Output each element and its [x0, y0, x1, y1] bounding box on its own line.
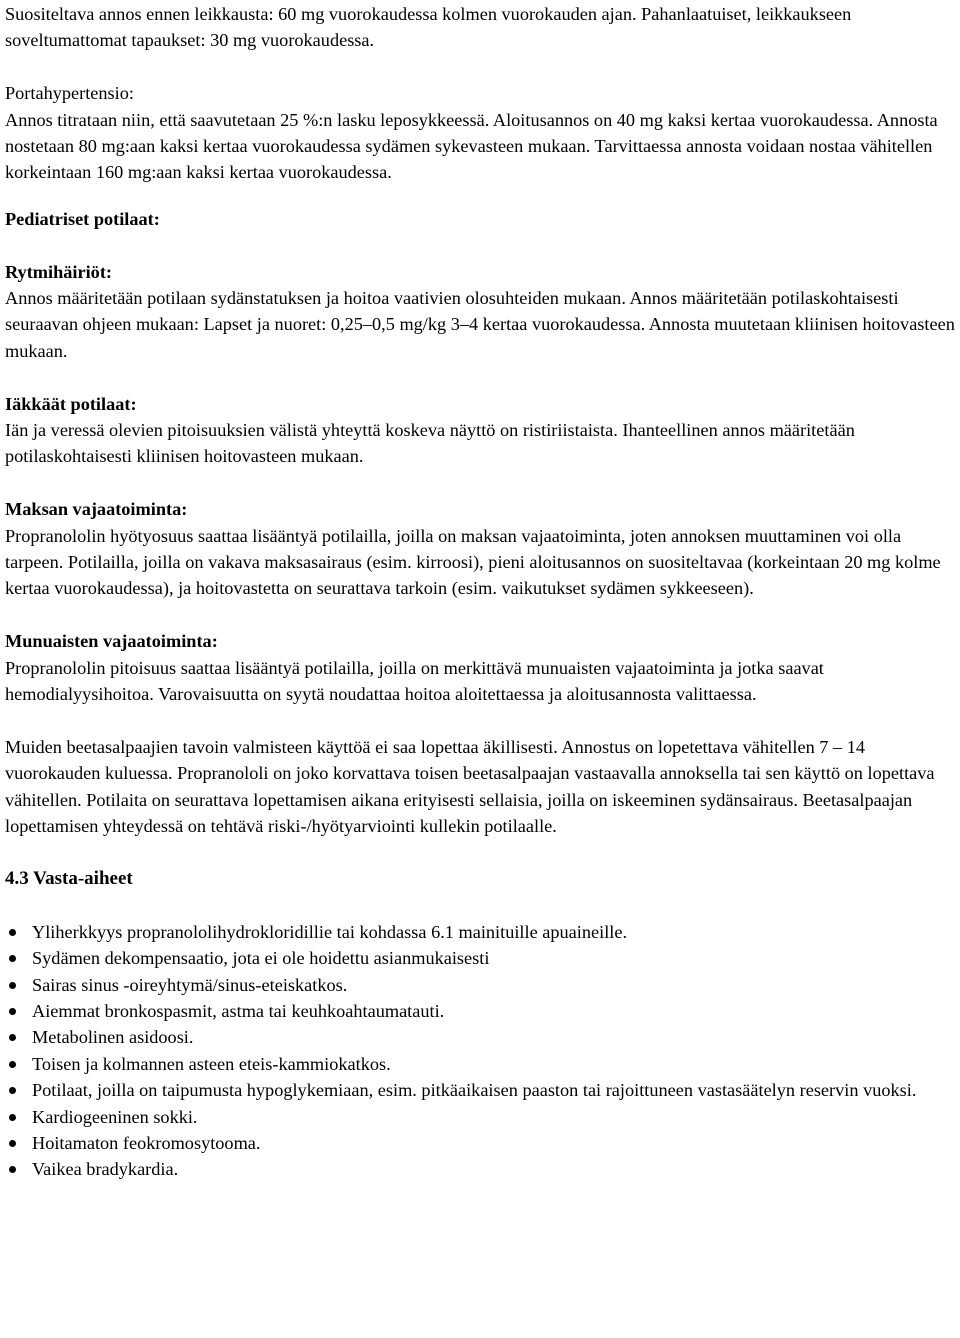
list-item	[5, 945, 955, 971]
list-item	[5, 1156, 955, 1182]
list-item	[5, 1130, 955, 1156]
bullet-icon	[9, 1034, 16, 1041]
list-item-text: Potilaat, joilla on taipumusta hypoglykemiaan, esim. pitkäaikaisen paaston tai rajoittuneen vastasäätelyn reservin vuoksi.	[32, 1080, 917, 1101]
arrhythmia-paragraph: Annos määritetään potilaan sydänstatuksen ja hoitoa vaativien olosuhteiden mukaan. Annos määritetään potilaskohtaisesti seuraavan ohjeen mukaan: Lapset ja nuoret: 0,25–0,5 mg/kg 3–4 kertaa vuorokaudessa. Annosta muutetaan kliinisen hoitovasteen mukaan.	[5, 288, 955, 361]
surgery-dosage-paragraph: Suositeltava annos ennen leikkausta: 60 mg vuorokaudessa kolmen vuorokauden ajan. Pahanlaatuiset, leikkaukseen soveltumattomat tapaukset: 30 mg vuorokaudessa.	[5, 4, 852, 51]
list-item-text: Sairas sinus -oireyhtymä/sinus-eteiskatkos.	[32, 974, 348, 995]
bullet-icon	[9, 1008, 16, 1015]
hepatic-impairment-heading: Maksan vajaatoiminta:	[5, 499, 188, 520]
list-item	[5, 1024, 955, 1050]
bullet-icon	[9, 1140, 16, 1147]
list-item-text: Yliherkkyys propranololihydrokloridillie tai kohdassa 6.1 mainituille apuaineille.	[32, 921, 628, 942]
renal-impairment-paragraph: Propranololin pitoisuus saattaa lisääntyä potilailla, joilla on merkittävä munuaisten vajaatoiminta ja jotka saavat hemodialyysihoitoa. Varovaisuutta on syytä noudattaa hoitoa aloitettaessa ja aloitusannosta valittaessa.	[5, 657, 824, 705]
list-item-text: Kardiogeeninen sokki.	[32, 1106, 198, 1127]
portal-hypertension-paragraph: Annos titrataan niin, että saavutetaan 25 %:n lasku leposykkeessä. Aloitusannos on 40 mg kaksi kertaa vuorokaudessa. Annosta nostetaan 80 mg:aan kaksi kertaa vuorokaudessa sydämen sykevasteen mukaan. Tarvittaessa annosta voidaan nostaa vähitellen korkeintaan 160 mg:aan kaksi kertaa vuorokaudessa.	[5, 109, 938, 183]
list-item-text: Sydämen dekompensaatio, jota ei ole hoidettu asianmukaisesti	[32, 948, 490, 969]
list-item	[5, 1104, 955, 1130]
hepatic-impairment-paragraph: Propranololin hyötyosuus saattaa lisääntyä potilailla, joilla on maksan vajaatoiminta, joten annoksen muuttaminen voi olla tarpeen. Potilailla, joilla on vakava maksasairaus (esim. kirroosi), pieni aloitusannos on suositeltavaa (korkeintaan 20 mg kolme kertaa vuorokaudessa), ja hoitovastetta on seurattava tarkoin (esim. vaikutukset sydämen sykkeeseen).	[5, 525, 941, 599]
withdrawal-paragraph: Muiden beetasalpaajien tavoin valmisteen käyttöä ei saa lopettaa äkillisesti. Annostus on lopetettava vähitellen 7 – 14 vuorokauden kuluessa. Propranololi on joko korvattava toisen beetasalpaajan vastaavalla annoksella tai sen käyttö on lopettava vähitellen. Potilaita on seurattava lopettamisen aikana erityisesti sellaisia, joilla on iskeeminen sydänsairaus. Beetasalpaajan lopettamisen yhteydessä on tehtävä riski-/hyötyarviointi kullekin potilaalle.	[5, 736, 935, 837]
list-item	[5, 1051, 955, 1077]
list-item-text: Aiemmat bronkospasmit, astma tai keuhkoahtaumatauti.	[32, 1000, 445, 1021]
list-item-text: Vaikea bradykardia.	[32, 1159, 179, 1180]
bullet-icon	[9, 955, 16, 962]
bullet-icon	[9, 982, 16, 989]
arrhythmia-heading: Rytmihäiriöt:	[5, 261, 112, 282]
list-item	[5, 1077, 955, 1103]
pediatric-heading: Pediatriset potilaat:	[5, 208, 160, 229]
list-item-text: Hoitamaton feokromosytooma.	[32, 1132, 261, 1153]
list-item	[5, 972, 955, 998]
list-item	[5, 919, 955, 945]
portal-hypertension-heading: Portahypertensio:	[5, 83, 134, 104]
bullet-icon	[9, 929, 16, 936]
bullet-icon	[9, 1087, 16, 1094]
renal-impairment-heading: Munuaisten vajaatoiminta:	[5, 631, 218, 652]
document-page	[5, 1, 955, 1183]
contraindications-list	[5, 919, 955, 1183]
bullet-icon	[9, 1114, 16, 1121]
list-item-text: Metabolinen asidoosi.	[32, 1027, 194, 1048]
list-item	[5, 998, 955, 1024]
bullet-icon	[9, 1061, 16, 1068]
bullet-icon	[9, 1166, 16, 1173]
elderly-paragraph: Iän ja veressä olevien pitoisuuksien välistä yhteyttä koskeva näyttö on ristiriistaista. Ihanteellinen annos määritetään potilaskohtaisesti kliinisen hoitovasteen mukaan.	[5, 420, 855, 467]
section-title: 4.3 Vasta-aiheet	[5, 867, 133, 889]
elderly-heading: Iäkkäät potilaat:	[5, 393, 137, 414]
list-item-text: Toisen ja kolmannen asteen eteis-kammiokatkos.	[32, 1053, 391, 1074]
